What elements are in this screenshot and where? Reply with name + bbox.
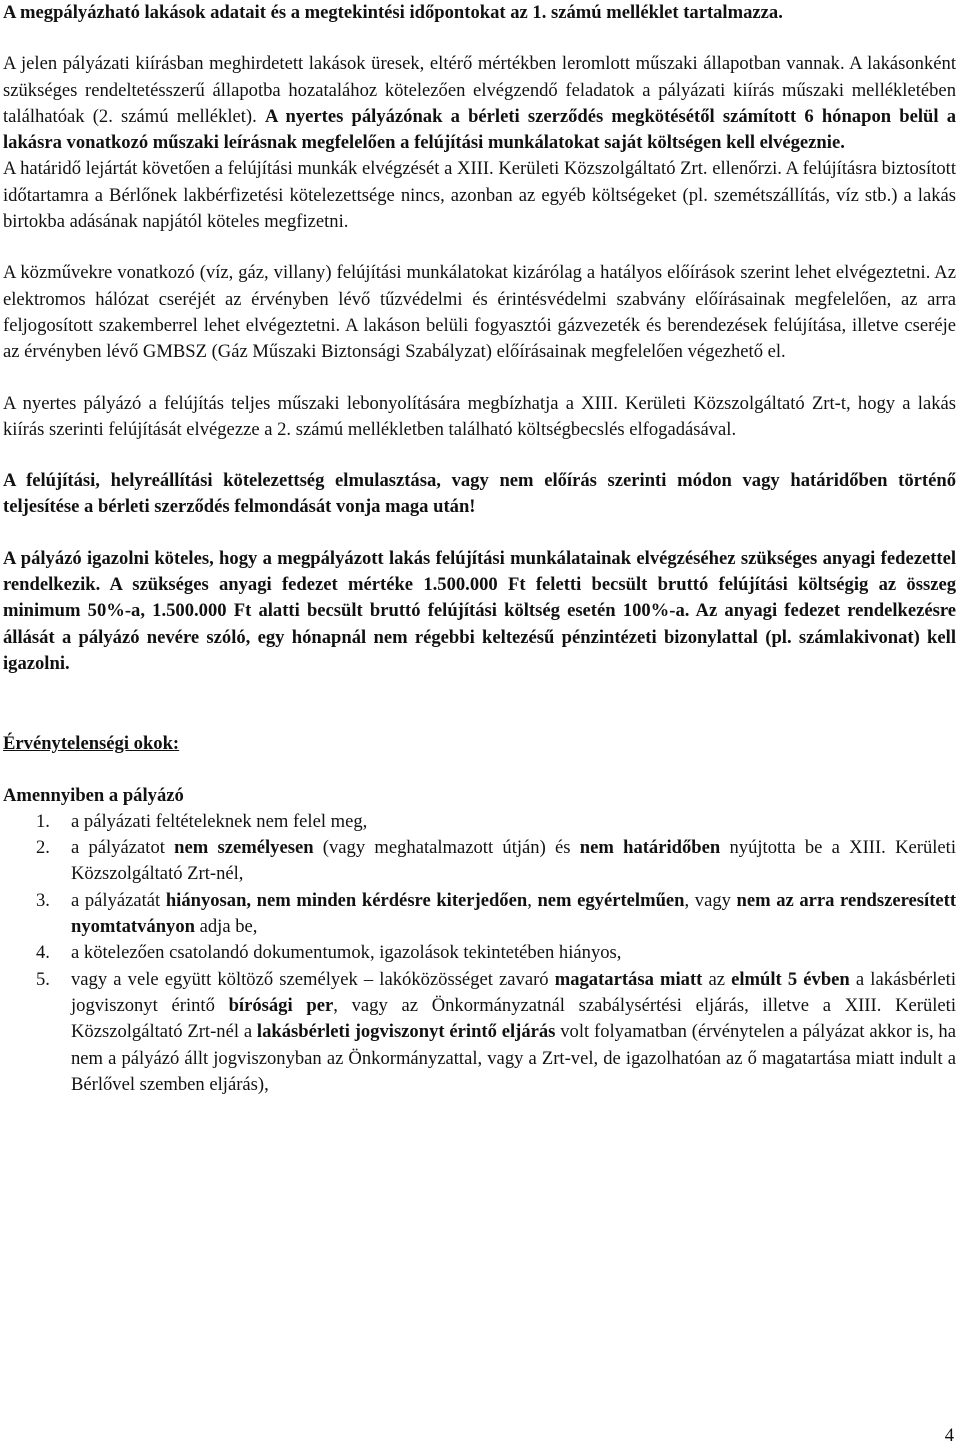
spacer [3, 443, 956, 468]
spacer [3, 26, 956, 51]
spacer [3, 235, 956, 260]
item-text: a pályázati feltételeknek nem felel meg, [71, 810, 368, 832]
item-text: (vagy meghatalmazott útján) és [313, 837, 580, 859]
item-text-bold: nem az arra rendszeresített nyomtatványon [71, 889, 957, 938]
list-item [3, 888, 956, 941]
inspection-text: A határidő lejártát követően a felújítási munkák elvégzését a XIII. Kerületi Közszolgáltató Zrt. ellenőrzi. A felújításra biztosított időtartamra a Bérlőnek lakbérfizetési kötelezettsége nincs, azonban az egyéb költségeket (pl. szemétszállítás, víz stb.) a lakás birtokba adásának napjától köteles megfizetni. [3, 158, 956, 233]
paragraph-attachments [3, 0, 956, 26]
list-item [3, 967, 956, 1098]
item-text-bold: nem személyesen [174, 837, 314, 859]
funds-text: A pályázó igazolni köteles, hogy a megpályázott lakás felújítási munkálatainak elvégzéséhez szükséges anyagi fedezettel rendelkezik. A szükséges anyagi fedezet mértéke 1.500.000 Ft feletti becsült bruttó felújítási költségig az összeg minimum 50%-a, 1.500.000 Ft alatti becsült bruttó felújítási költség esetén 100%-a. Az anyagi fedezet rendelkezésre állását a pályázó nevére szóló, egy hónapnál nem régebbi keltezésű pénzintézeti bizonylattal (pl. számlakivonat) kell igazolni. [3, 547, 956, 674]
item-text: az [702, 968, 732, 990]
item-text: , vagy [684, 889, 737, 911]
item-text: vagy a vele együtt költöző személyek – lakóközösséget zavaró [71, 968, 555, 990]
list-number: 4. [36, 942, 50, 964]
paragraph-funds [3, 546, 956, 677]
item-text: , [527, 889, 538, 911]
item-text-bold: hiányosan, nem minden kérdésre kiterjedően [165, 889, 528, 911]
list-number: 3. [36, 889, 50, 911]
spacer [3, 366, 956, 391]
paragraph-termination [3, 468, 956, 521]
paragraph-condition [3, 51, 956, 235]
item-text: a pályázatot [71, 837, 175, 859]
item-text-bold: bírósági per [228, 994, 334, 1016]
list-item [3, 835, 956, 888]
item-text: a lakásbérleti jogviszonyt érintő [71, 968, 956, 1016]
list-number: 5. [36, 968, 50, 990]
renovation-deadline-text: A nyertes pályázónak a bérleti szerződés megkötésétől számított 6 hónapon belül a lakásra vonatkozó műszaki leírásnak megfelelően a felújítási munkálatokat saját költségen kell elvégeznie. [3, 105, 956, 154]
item-text-bold: lakásbérleti jogviszonyt érintő eljárás [256, 1021, 556, 1043]
list-item [3, 809, 956, 835]
item-text-bold: magatartása miatt [554, 968, 703, 990]
contractor-text: A nyertes pályázó a felújítás teljes műszaki lebonyolítására megbízhatja a XIII. Kerületi Közszolgáltató Zrt-t, hogy a lakás kiírás szerinti felújítását elvégezze a 2. számú mellékletben található költségbecslés elfogadásával. [3, 392, 956, 440]
paragraph-utilities [3, 260, 956, 365]
list-item [3, 940, 956, 966]
item-text: volt folyamatban (érvénytelen a pályázat akkor is, ha nem a pályázó állt jogviszonyban az Önkormányzattal, vagy a Zrt-vel, de igazolhatóan az ő magatartása miatt indult a Bérlővel szemben eljárás), [71, 1021, 956, 1095]
item-text-bold: elmúlt 5 évben [731, 968, 850, 990]
attachments-text: A megpályázható lakások adatait és a megtekintési időpontokat az 1. számú melléklet tartalmazza. [3, 2, 783, 23]
invalidity-list [3, 809, 956, 1098]
condition-text: A jelen pályázati kiírásban meghirdetett lakások üresek, eltérő mértékben leromlott műszaki állapotban vannak. A lakásonként szükséges rendeltetésszerű állapotba hozatalához kötelezően elvégzendő feladatok a pályázati kiírás műszaki mellékletében találhatóak (2. számú melléklet). [3, 53, 956, 127]
spacer [3, 758, 956, 783]
spacer [3, 521, 956, 546]
spacer [3, 677, 956, 731]
item-text: adja be, [194, 916, 258, 938]
list-intro-text: Amennyiben a pályázó [3, 784, 184, 806]
item-text-bold: nem határidőben [579, 837, 721, 859]
item-text: a pályázatát [71, 889, 166, 911]
section-heading [3, 731, 956, 757]
item-text-bold: nem egyértelműen [537, 889, 685, 911]
page-number: 4 [944, 1425, 954, 1446]
list-number: 2. [36, 837, 50, 859]
item-text: , vagy az Önkormányzatnál szabálysértési eljárás, illetve a XIII. Kerületi Közszolgáltató Zrt-nél a [71, 994, 956, 1043]
termination-text: A felújítási, helyreállítási kötelezettség elmulasztása, vagy nem előírás szerinti módon vagy határidőben történő teljesítése a bérleti szerződés felmondását vonja maga után! [3, 470, 956, 518]
invalidity-heading: Érvénytelenségi okok: [3, 733, 180, 755]
item-text: a kötelezően csatolandó dokumentumok, igazolások tekintetében hiányos, [71, 942, 622, 964]
utilities-text: A közművekre vonatkozó (víz, gáz, villany) felújítási munkálatokat kizárólag a hatályos előírások szerint lehet elvégeztetni. Az elektromos hálózat cseréjét az érvényben lévő tűzvédelmi és érintésvédelmi szabvány előírásainak megfelelően, az arra feljogosított szakemberrel lehet elvégeztetni. A lakáson belüli fogyasztói gázvezeték és berendezések felújítása, illetve cseréje az érvényben lévő GMBSZ (Gáz Műszaki Biztonsági Szabályzat) előírásainak megfelelően végezhető el. [3, 262, 956, 363]
list-number: 1. [36, 810, 50, 832]
document-page [3, 0, 956, 1098]
item-text: nyújtotta be a XIII. Kerületi Közszolgáltató Zrt-nél, [71, 837, 956, 885]
paragraph-contractor [3, 391, 956, 444]
list-intro [3, 783, 956, 809]
